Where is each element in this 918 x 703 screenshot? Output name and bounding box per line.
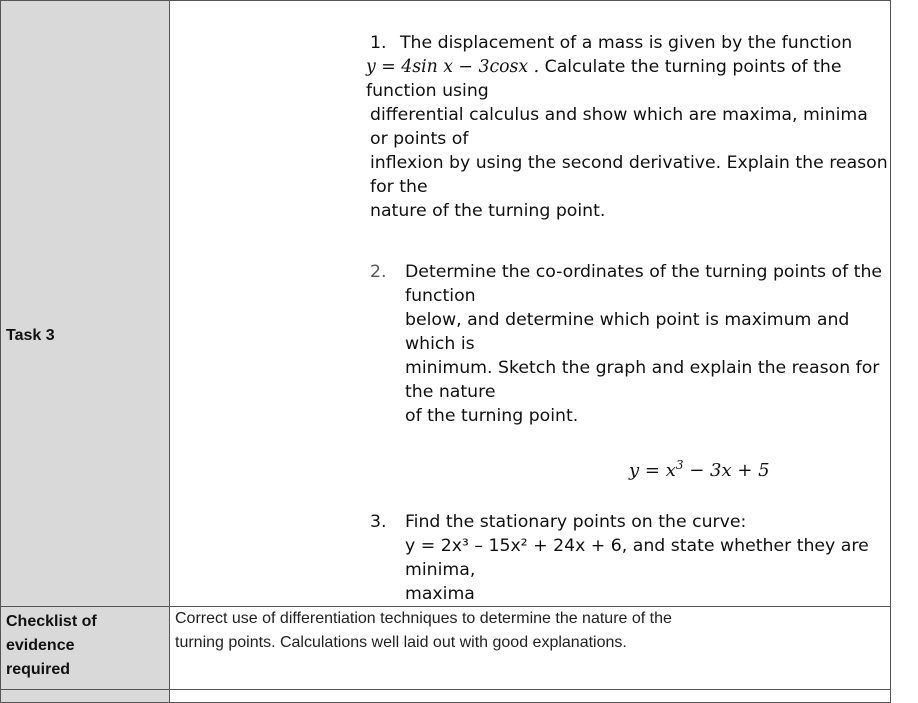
question-3-line-3: maxima xyxy=(405,584,475,604)
checklist-label xyxy=(1,610,169,682)
question-1-first-line xyxy=(370,31,890,55)
task-row xyxy=(1,1,891,607)
question-2-line-4: of the turning point. xyxy=(405,406,579,426)
question-1-after-formula: Calculate the turning points of the function using xyxy=(366,57,842,101)
question-3-number: 3. xyxy=(370,512,387,532)
question-1-line-1: differential calculus and show which are maxima, minima or points of xyxy=(370,105,868,149)
checklist-content-cell xyxy=(170,607,891,690)
checklist-row xyxy=(1,607,891,690)
next-row-label-cell xyxy=(1,690,170,703)
checklist-label-line-3: required xyxy=(6,661,71,678)
formula-exponent: 3 xyxy=(675,458,684,472)
checklist-label-line-1: Checklist of xyxy=(6,613,97,630)
task-content-cell xyxy=(170,1,891,607)
question-3-body xyxy=(370,510,890,606)
checklist-label-line-2: evidence xyxy=(6,637,75,654)
question-2-number: 2. xyxy=(370,262,387,282)
formula-y: y = xyxy=(629,460,660,481)
question-2-formula xyxy=(629,452,890,484)
checklist-label-cell xyxy=(1,607,170,690)
question-3-line-1: Find the stationary points on the curve: xyxy=(405,512,747,532)
next-row-partial xyxy=(1,690,891,703)
question-1-formula: y = 4sin x − 3cosx . xyxy=(366,57,540,77)
question-1-number: 1. xyxy=(370,33,387,53)
next-row-content-cell xyxy=(170,690,891,703)
task-label: Task 3 xyxy=(6,327,55,344)
question-2-line-3: minimum. Sketch the graph and explain the reason for the nature xyxy=(405,358,880,402)
question-1 xyxy=(366,31,890,223)
question-1-line-2: inflexion by using the second derivative. Explain the reason for the xyxy=(370,153,888,197)
question-2-body xyxy=(370,260,890,428)
question-2-line-1: Determine the co-ordinates of the turning points of the function xyxy=(405,262,883,306)
task-label-cell xyxy=(1,1,170,607)
question-2 xyxy=(370,260,890,428)
question-1-formula-line xyxy=(366,55,890,103)
question-1-line-3: nature of the turning point. xyxy=(370,201,606,221)
question-1-intro: The displacement of a mass is given by the function xyxy=(400,33,853,53)
formula-x: x xyxy=(665,460,676,481)
checklist-line-2: turning points. Calculations well laid out with good explanations. xyxy=(175,634,627,651)
checklist-text xyxy=(170,607,890,655)
checklist-line-1: Correct use of differentiation techniques to determine the nature of the xyxy=(175,610,672,627)
question-2-line-2: below, and determine which point is maximum and which is xyxy=(405,310,850,354)
question-3 xyxy=(370,510,890,606)
question-3-line-2: y = 2x³ – 15x² + 24x + 6, and state whether they are minima, xyxy=(405,536,869,580)
formula-rest: − 3x + 5 xyxy=(689,460,770,481)
